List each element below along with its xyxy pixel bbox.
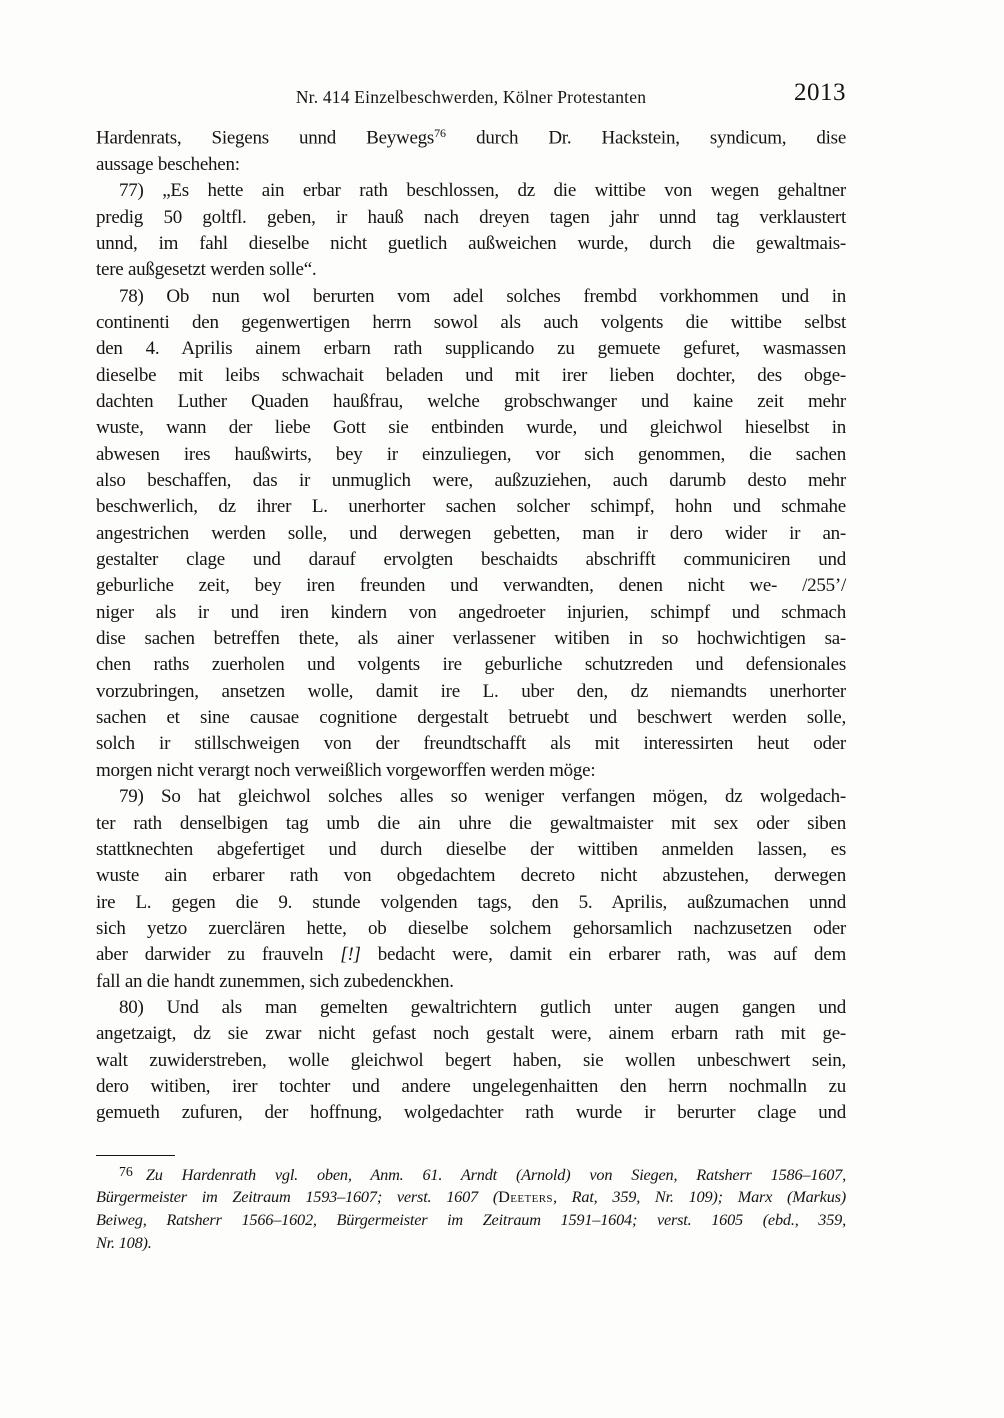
text-segment: gestalter clage und darauf ervolgten beschaidts abschrifft communiciren und xyxy=(96,549,846,571)
text-line xyxy=(96,916,846,942)
text-line xyxy=(96,652,846,678)
text-line xyxy=(96,1100,846,1126)
text-segment: 77) „Es hette ain erbar rath beschlossen, dz die wittibe von wegen gehaltner xyxy=(119,180,846,202)
text-segment: dero witiben, irer tochter und andere ungelegenhaitten den herrn nochmalln zu xyxy=(96,1075,846,1097)
page-number: 2013 xyxy=(794,79,846,106)
text-segment: wuste, wann der liebe Gott sie entbinden wurde, und gleichwol hieselbst in xyxy=(96,417,846,439)
text-segment: geburliche zeit, bey iren freunden und verwandten, denen nicht we- xyxy=(96,575,803,597)
text-segment: Nr. 108). xyxy=(96,1232,152,1252)
text-line xyxy=(96,863,846,889)
text-segment: Bürgermeister im Zeitraum 1593–1607; verst. 1607 ( xyxy=(96,1187,499,1207)
footnote-separator xyxy=(96,1155,175,1156)
text-line xyxy=(96,415,846,441)
text-line xyxy=(96,152,846,178)
text-line xyxy=(96,942,846,968)
text-segment: abwesen ires haußwirts, bey ir einzuliegen, vor sich genommen, die sachen xyxy=(96,443,846,465)
text-line xyxy=(96,178,846,204)
footnote-reference-76: 76 xyxy=(434,126,447,140)
text-line xyxy=(96,389,846,415)
page-header xyxy=(96,78,846,114)
text-line xyxy=(96,1074,846,1100)
text-line xyxy=(96,310,846,336)
footnote-line xyxy=(96,1161,846,1186)
text-line xyxy=(96,995,846,1021)
running-header-title: Nr. 414 Einzelbeschwerden, Kölner Protestanten xyxy=(295,87,647,107)
text-segment: continenti den gegenwertigen herrn sowol als auch volgents die wittibe selbst xyxy=(96,311,846,333)
text-line xyxy=(96,1048,846,1074)
text-segment: predig 50 goltfl. geben, ir hauß nach dreyen tagen jahr unnd tag verklaustert xyxy=(96,206,846,228)
text-segment: aber darwider zu frauveln xyxy=(96,944,341,966)
text-segment: beschwerlich, dz ihrer L. unerhorter sachen solcher schimpf, hohn und schmahe xyxy=(96,496,846,518)
text-line xyxy=(96,336,846,362)
text-line xyxy=(96,1021,846,1047)
text-line xyxy=(96,837,846,863)
text-segment: angestrichen werden solle, und derwegen gebetten, man ir dero wider ir an- xyxy=(96,522,846,544)
text-segment: angetzaigt, dz sie zwar nicht gefast noch gestalt were, ainem erbarn rath mit ge- xyxy=(96,1023,846,1045)
text-segment: tere außgesetzt werden solle“. xyxy=(96,259,317,281)
text-segment: Zu Hardenrath vgl. oben, Anm. 61. Arndt (Arnold) von Siegen, Ratsherr 1586–1607, xyxy=(145,1164,846,1184)
text-segment: bedacht were, damit ein erbarer rath, was auf dem xyxy=(360,944,846,966)
author-smallcaps: Deeters xyxy=(498,1187,553,1207)
footnote-line xyxy=(96,1209,846,1232)
text-segment: Beiweg, Ratsherr 1566–1602, Bürgermeister im Zeitraum 1591–1604; verst. 1605 (ebd., 359, xyxy=(96,1210,846,1230)
text-segment: fall an die handt zunemmen, sich zubedenckhen. xyxy=(96,970,454,992)
text-segment: ter rath denselbigen tag umb die ain uhre die gewaltmaister mit sex oder siben xyxy=(96,812,846,834)
text-line xyxy=(96,731,846,757)
text-line xyxy=(96,705,846,731)
text-segment: den 4. Aprilis ainem erbarn rath supplicando zu gemuete gefuret, wasmassen xyxy=(96,338,846,360)
text-segment: 80) Und als man gemelten gewaltrichtern gutlich unter augen gangen und xyxy=(119,996,846,1018)
text-line xyxy=(96,811,846,837)
text-segment: chen raths zuerholen und volgents ire geburliche schutzreden und defensionales xyxy=(96,654,846,676)
text-segment: sich yetzo zuerclären hette, ob dieselbe solchem gehorsamlich nachzusetzen oder xyxy=(96,917,846,939)
paragraph-78 xyxy=(96,284,846,785)
text-line xyxy=(96,626,846,652)
text-segment: , Rat, 359, Nr. 109); Marx (Markus) xyxy=(552,1187,846,1207)
text-line xyxy=(96,257,846,283)
paragraph-continuation xyxy=(96,120,846,178)
text-segment: 78) Ob nun wol berurten vom adel solches frembd vorkhommen und in xyxy=(119,285,846,307)
paragraph-77 xyxy=(96,178,846,283)
text-segment: dieselbe mit leibs schwachait beladen und mit irer lieben dochter, des obge- xyxy=(96,364,846,386)
text-line xyxy=(96,231,846,257)
text-line xyxy=(96,758,846,784)
footnote-marker-76: 76 xyxy=(119,1164,133,1179)
text-segment: also beschaffen, das ir unmuglich were, außzuziehen, auch darumb desto mehr xyxy=(96,470,846,492)
folio-marker: /255’/ xyxy=(802,575,846,597)
text-line xyxy=(96,969,846,995)
text-segment: walt zuwiderstreben, wolle gleichwol begert haben, sie wollen unbeschwert sein, xyxy=(96,1049,846,1071)
text-segment: gemueth zufuren, der hoffnung, wolgedachter rath wurde ir berurter clage und xyxy=(96,1102,846,1124)
text-segment: dachten Luther Quaden haußfrau, welche grobschwanger und kaine zeit mehr xyxy=(96,391,846,413)
text-line xyxy=(96,573,846,599)
text-segment: dise sachen betreffen thete, als ainer verlassener witiben in so hochwichtigen sa- xyxy=(96,628,846,650)
text-line xyxy=(96,468,846,494)
editorial-sic-marker: [!] xyxy=(340,944,361,966)
text-line xyxy=(96,205,846,231)
body-text xyxy=(96,120,846,1127)
text-line xyxy=(96,547,846,573)
text-line xyxy=(96,521,846,547)
text-segment: niger als ir und iren kindern von angedroeter injurien, schimpf und schmach xyxy=(96,601,846,623)
text-line xyxy=(96,494,846,520)
text-line xyxy=(96,890,846,916)
text-segment: unnd, im fahl dieselbe nicht guetlich außweichen wurde, durch die gewaltmais- xyxy=(96,232,846,254)
text-segment: Hardenrats, Siegens unnd Beywegs xyxy=(96,127,435,149)
text-line xyxy=(96,679,846,705)
footnote-line xyxy=(96,1232,846,1255)
text-segment: wuste ain erbarer rath von obgedachtem decreto nicht abzustehen, derwegen xyxy=(96,865,846,887)
text-segment: morgen nicht verargt noch verweißlich vorgeworffen werden möge: xyxy=(96,759,596,781)
text-line xyxy=(96,600,846,626)
text-segment: ire L. gegen die 9. stunde volgenden tags, den 5. Aprilis, außzumachen unnd xyxy=(96,891,846,913)
text-segment: solch ir stillschweigen von der freundtschafft als mit interessirten heut oder xyxy=(96,733,846,755)
text-line xyxy=(96,363,846,389)
text-segment: sachen et sine causae cognitione dergestalt betruebt und beschwert werden solle, xyxy=(96,707,846,729)
text-line xyxy=(96,784,846,810)
text-segment: aussage beschehen: xyxy=(96,153,240,175)
text-line xyxy=(96,442,846,468)
text-line xyxy=(96,284,846,310)
text-segment: stattknechten abgefertiget und durch dieselbe der wittiben anmelden lassen, es xyxy=(96,838,846,860)
text-segment: 79) So hat gleichwol solches alles so weniger verfangen mögen, dz wolgedach- xyxy=(119,786,846,808)
footnote xyxy=(96,1161,846,1254)
footnote-line xyxy=(96,1186,846,1209)
text-line xyxy=(96,120,846,152)
text-segment: durch Dr. Hackstein, syndicum, dise xyxy=(446,127,846,149)
paragraph-79 xyxy=(96,784,846,995)
text-segment: vorzubringen, ansetzen wolle, damit ire L. uber den, dz niemandts unerhorter xyxy=(96,680,846,702)
paragraph-80 xyxy=(96,995,846,1127)
